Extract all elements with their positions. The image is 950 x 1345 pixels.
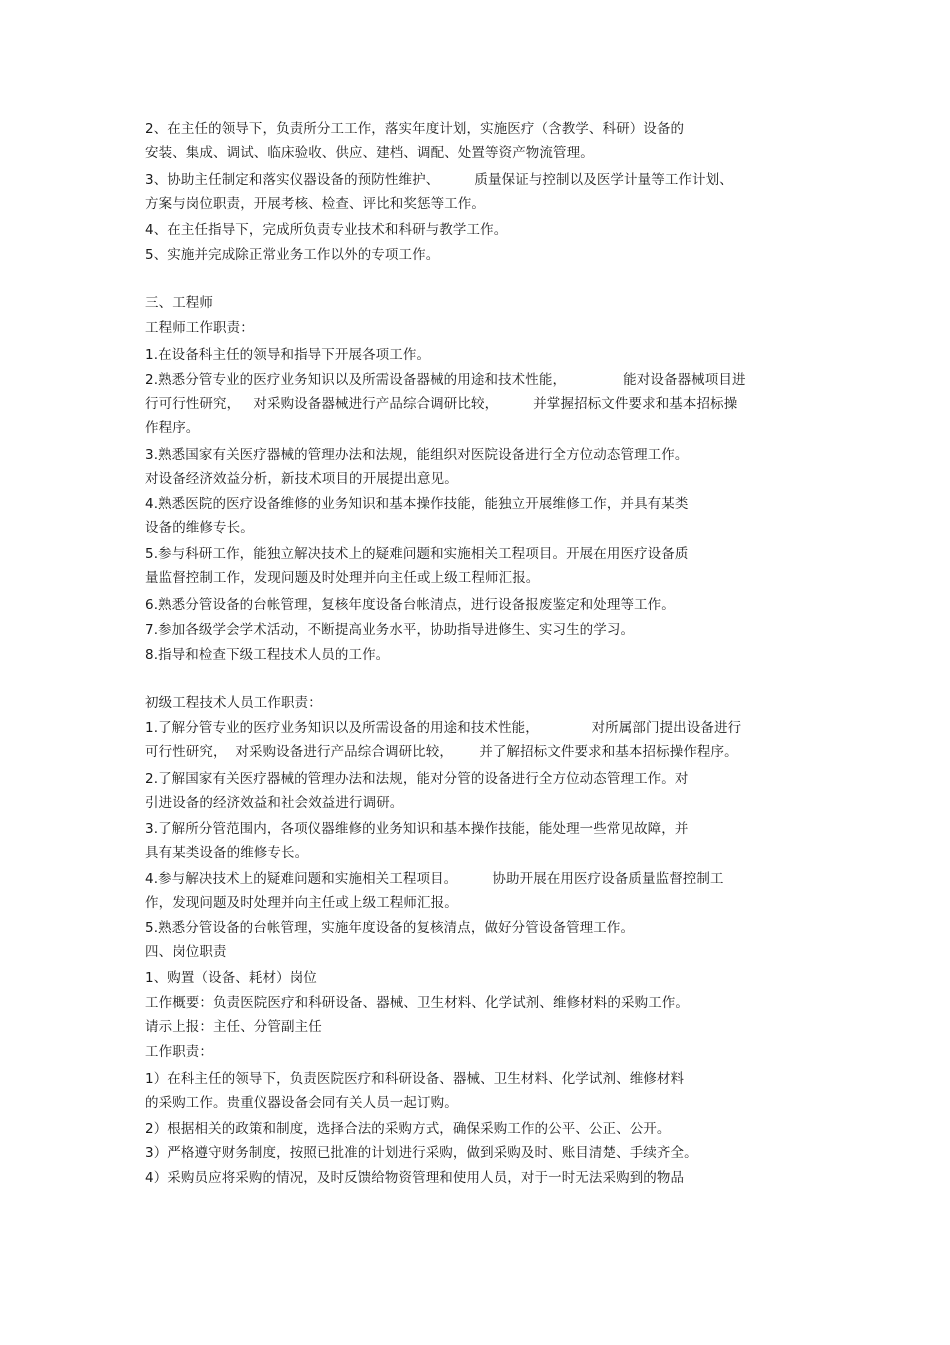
section-heading: 三、工程师 xyxy=(145,295,213,311)
text-line: 设备的维修专长。 xyxy=(145,520,254,536)
text-line: 5.熟悉分管设备的台帐管理，实施年度设备的复核清点，做好分管设备管理工作。 xyxy=(145,920,635,936)
text-line: 2.了解国家有关医疗器械的管理办法和法规，能对分管的设备进行全方位动态管理工作。对 xyxy=(145,771,689,787)
text-line: 作程序。 xyxy=(145,420,200,436)
section-heading: 四、岗位职责 xyxy=(145,944,227,960)
text-line: 2）根据相关的政策和制度，选择合法的采购方式，确保采购工作的公平、公正、公开。 xyxy=(145,1121,671,1137)
text-line: 量监督控制工作，发现问题及时处理并向主任或上级工程师汇报。 xyxy=(145,570,540,586)
text-line: 4.参与解决技术上的疑难问题和实施相关工程项目。 协助开展在用医疗设备质量监督控制工 xyxy=(145,871,724,887)
text-line: 行可行性研究， 对采购设备器械进行产品综合调研比较， 并掌握招标文件要求和基本招标操 xyxy=(145,396,738,412)
text-line: 2.熟悉分管专业的医疗业务知识以及所需设备器械的用途和技术性能， 能对设备器械项目进 xyxy=(145,372,746,388)
text-line: 对设备经济效益分析，新技术项目的开展提出意见。 xyxy=(145,471,458,487)
text-line: 3）严格遵守财务制度，按照已批准的计划进行采购，做到采购及时、账目清楚、手续齐全。 xyxy=(145,1145,698,1161)
text-line: 5、实施并完成除正常业务工作以外的专项工作。 xyxy=(145,247,440,263)
text-line: 作，发现问题及时处理并向主任或上级工程师汇报。 xyxy=(145,895,458,911)
text-line: 安装、集成、调试、临床验收、供应、建档、调配、处置等资产物流管理。 xyxy=(145,145,594,161)
subheading: 1、购置（设备、耗材）岗位 xyxy=(145,970,317,986)
subheading: 工程师工作职责： xyxy=(145,320,254,336)
text-line: 请示上报：主任、分管副主任 xyxy=(145,1019,322,1035)
text-line: 具有某类设备的维修专长。 xyxy=(145,845,309,861)
text-line: 2、在主任的领导下，负责所分工工作，落实年度计划，实施医疗（含教学、科研）设备的 xyxy=(145,121,685,137)
text-line: 1）在科主任的领导下，负责医院医疗和科研设备、器械、卫生材料、化学试剂、维修材料 xyxy=(145,1071,685,1087)
text-line: 方案与岗位职责，开展考核、检查、评比和奖惩等工作。 xyxy=(145,196,485,212)
text-line: 7.参加各级学会学术活动，不断提高业务水平，协助指导进修生、实习生的学习。 xyxy=(145,622,635,638)
text-line: 可行性研究， 对采购设备进行产品综合调研比较， 并了解招标文件要求和基本招标操作程序。 xyxy=(145,744,738,760)
text-line: 3.熟悉国家有关医疗器械的管理办法和法规，能组织对医院设备进行全方位动态管理工作。 xyxy=(145,447,689,463)
text-line: 8.指导和检查下级工程技术人员的工作。 xyxy=(145,647,390,663)
text-line: 5.参与科研工作，能独立解决技术上的疑难问题和实施相关工程项目。开展在用医疗设备质 xyxy=(145,546,689,562)
text-line: 6.熟悉分管设备的台帐管理，复核年度设备台帐清点，进行设备报废鉴定和处理等工作。 xyxy=(145,597,675,613)
text-line: 的采购工作。贵重仪器设备会同有关人员一起订购。 xyxy=(145,1095,458,1111)
text-line: 1.了解分管专业的医疗业务知识以及所需设备的用途和技术性能， 对所属部门提出设备进行 xyxy=(145,720,742,736)
subheading: 初级工程技术人员工作职责： xyxy=(145,695,322,711)
text-line: 引进设备的经济效益和社会效益进行调研。 xyxy=(145,795,404,811)
text-line: 4.熟悉医院的医疗设备维修的业务知识和基本操作技能，能独立开展维修工作，并具有某类 xyxy=(145,496,689,512)
text-line: 3.了解所分管范围内，各项仪器维修的业务知识和基本操作技能，能处理一些常见故障，并 xyxy=(145,821,689,837)
text-line: 4）采购员应将采购的情况，及时反馈给物资管理和使用人员，对于一时无法采购到的物品 xyxy=(145,1170,685,1186)
text-line: 4、在主任指导下，完成所负责专业技术和科研与教学工作。 xyxy=(145,222,508,238)
text-line: 3、协助主任制定和落实仪器设备的预防性维护、 质量保证与控制以及医学计量等工作计划、 xyxy=(145,172,733,188)
text-line: 1.在设备科主任的领导和指导下开展各项工作。 xyxy=(145,347,431,363)
text-line: 工作职责： xyxy=(145,1044,213,1060)
text-line: 工作概要：负责医院医疗和科研设备、器械、卫生材料、化学试剂、维修材料的采购工作。 xyxy=(145,995,689,1011)
